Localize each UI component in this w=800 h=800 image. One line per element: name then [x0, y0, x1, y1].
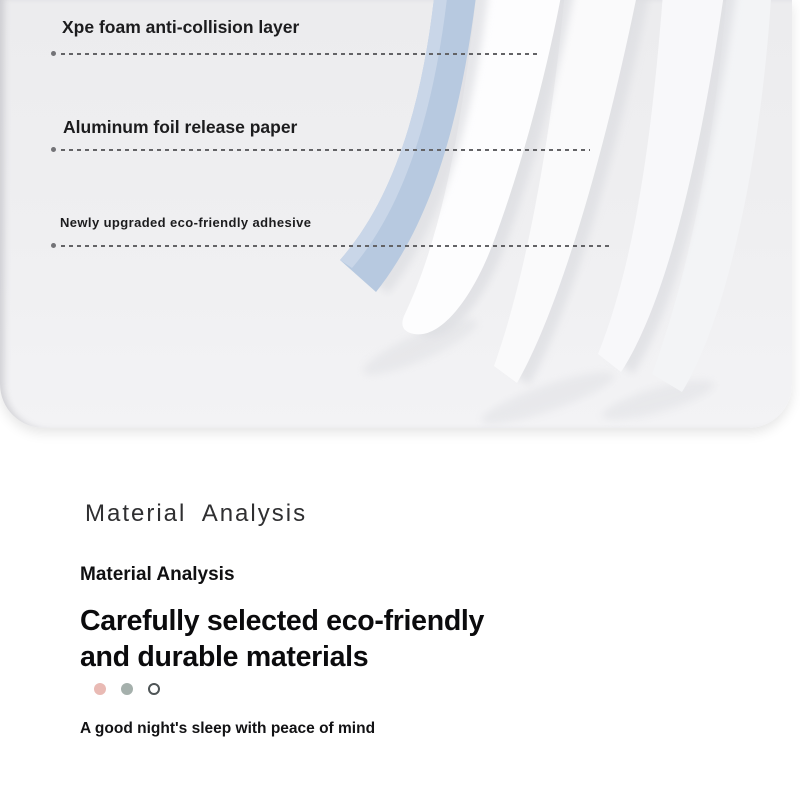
- section-title: Material Analysis: [80, 564, 235, 585]
- leader-line-2: [51, 147, 590, 153]
- sage-dot: [121, 683, 133, 695]
- hollow-dot: [148, 683, 160, 695]
- color-swatch-dots: [94, 683, 160, 695]
- pink-dot: [94, 683, 106, 695]
- headline-line-2: and durable materials: [80, 641, 369, 673]
- section-tagline: A good night's sleep with peace of mind: [80, 720, 376, 737]
- headline-line-1: Carefully selected eco-friendly: [80, 605, 485, 637]
- section-overline-title: Material Analysis: [85, 500, 308, 527]
- callout-label-xpe-foam: Xpe foam anti-collision layer: [62, 17, 300, 37]
- section-headline: [80, 603, 484, 675]
- callout-label-eco-adhesive: Newly upgraded eco-friendly adhesive: [60, 215, 312, 230]
- callout-label-aluminum-foil: Aluminum foil release paper: [63, 117, 298, 137]
- leader-line-1: [51, 51, 540, 57]
- leader-line-3: [51, 243, 613, 249]
